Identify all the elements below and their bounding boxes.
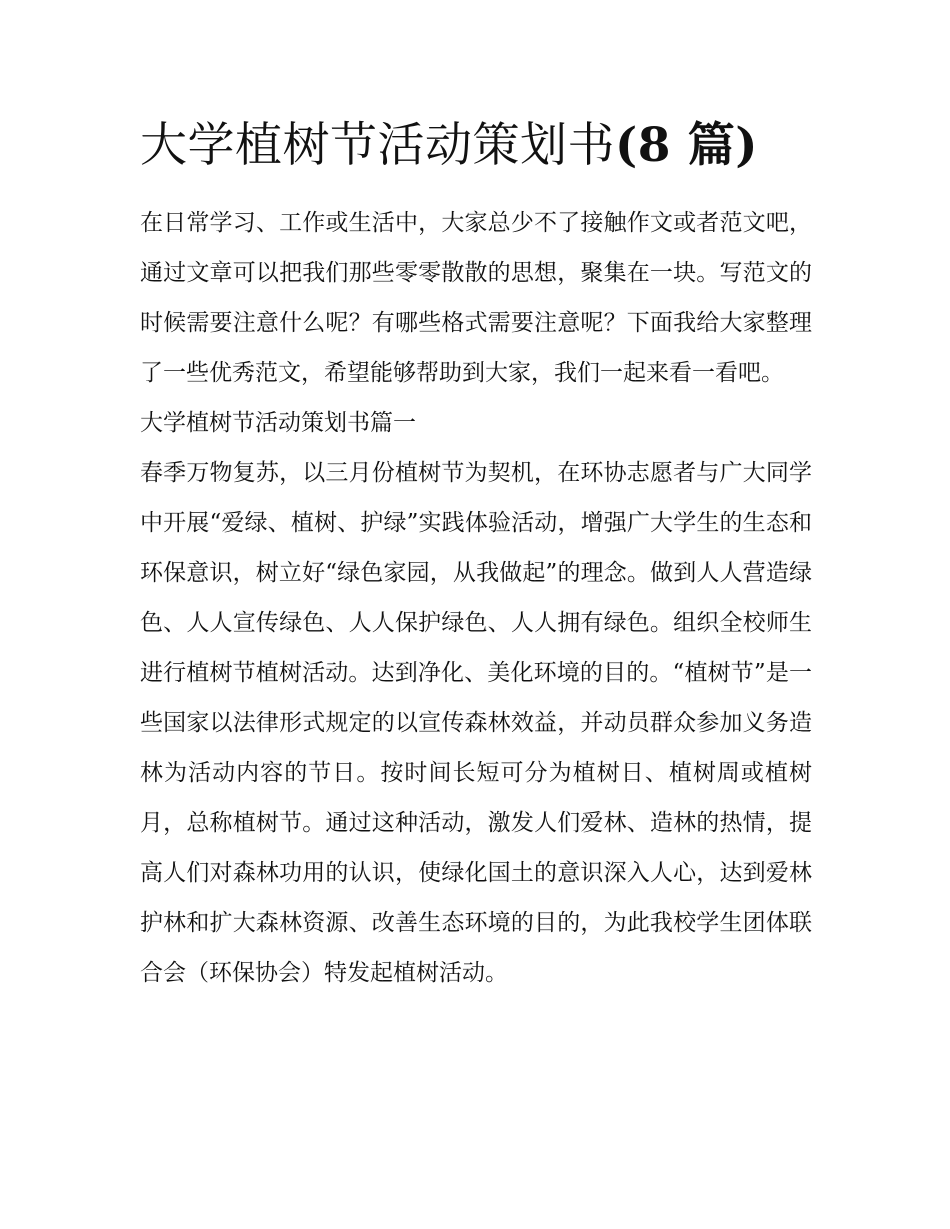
document-title-suffix: (8 篇) bbox=[615, 118, 759, 173]
intro-paragraph: 在日常学习、工作或生活中，大家总少不了接触作文或者范文吧，通过文章可以把我们那些零零散散的思想，聚集在一块。写范文的时候需要注意什么呢？有哪些格式需要注意呢？下面我给大家整理了一些优秀范文，希望能够帮助到大家，我们一起来看一看吧。 bbox=[140, 210, 812, 386]
document-title bbox=[140, 112, 812, 180]
section-heading: 大学植树节活动策划书篇一 bbox=[140, 410, 416, 436]
document-page bbox=[140, 112, 812, 998]
document-title-main: 大学植树节活动策划书 bbox=[140, 118, 615, 173]
section-body-paragraph: 春季万物复苏，以三月份植树节为契机，在环协志愿者与广大同学中开展“爱绿、植树、护绿”实践体验活动，增强广大学生的生态和环保意识，树立好“绿色家园，从我做起”的理念。做到人人营造绿色、人人宣传绿色、人人保护绿色、人人拥有绿色。组织全校师生进行植树节植树活动。达到净化、美化环境的目的。“植树节”是一些国家以法律形式规定的以宣传森林效益，并动员群众参加义务造林为活动内容的节日。按时间长短可分为植树日、植树周或植树月，总称植树节。通过这种活动，激发人们爱林、造林的热情，提高人们对森林功用的认识，使绿化国土的意识深入人心，达到爱林护林和扩大森林资源、改善生态环境的目的，为此我校学生团体联合会（环保协会）特发起植树活动。 bbox=[140, 460, 812, 986]
